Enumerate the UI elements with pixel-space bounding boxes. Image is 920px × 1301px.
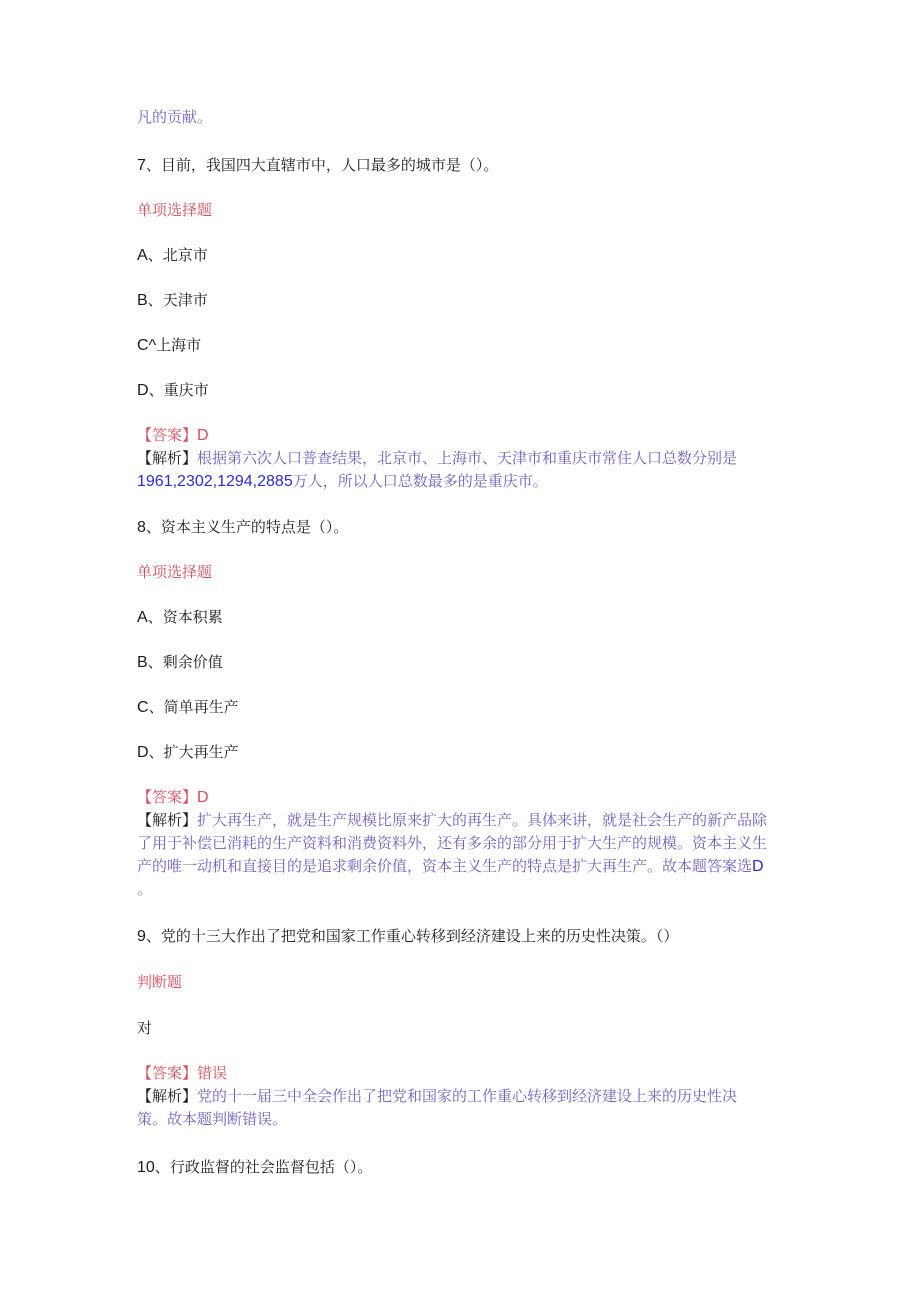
question-text: 目前，我国四大直辖市中，人口最多的城市是（）。: [160, 156, 499, 174]
option-text: 上海市: [156, 336, 202, 354]
question-text: 党的十三大作出了把党和国家工作重心转移到经济建设上来的历史性决策。（）: [160, 927, 679, 945]
option-separator: 、: [147, 291, 163, 309]
option-letter: A: [137, 609, 148, 626]
option-letter: A: [137, 247, 148, 264]
question-9-answer: [137, 1062, 227, 1084]
question-8-analysis-line-1: [137, 809, 767, 831]
question-8-analysis-line-2: 了用于补偿已消耗的生产资料和消费资料外，还有多余的部分用于扩大生产的规模。资本主义生: [137, 834, 768, 852]
analysis-label: 【解析】: [137, 1087, 198, 1105]
question-separator: 、: [145, 518, 161, 536]
question-number: 9: [137, 928, 146, 945]
question-10-stem: [137, 1156, 372, 1179]
question-8-option-c: [137, 696, 239, 719]
question-7-answer: [137, 424, 209, 447]
question-9-choice: 对: [137, 1019, 153, 1037]
question-9-analysis-line-1: [137, 1085, 737, 1107]
question-7-analysis-line-1: [137, 447, 737, 469]
option-text: 北京市: [162, 246, 208, 264]
question-number: 7: [137, 157, 146, 174]
question-number: 8: [137, 519, 146, 536]
option-separator: ^: [148, 337, 157, 354]
option-text: 扩大再生产: [163, 743, 239, 761]
question-7-option-a: [137, 244, 208, 267]
answer-label: 【答案】: [137, 788, 198, 806]
answer-label: 【答案】: [137, 1064, 198, 1082]
analysis-numbers: 1961,2302,1294,2885: [137, 473, 293, 490]
question-7-stem: [137, 154, 498, 177]
answer-label: 【答案】: [137, 426, 198, 444]
question-8-option-a: [137, 606, 223, 629]
option-separator: 、: [148, 698, 164, 716]
question-number: 10: [137, 1159, 155, 1176]
option-letter: D: [137, 382, 149, 399]
option-letter: B: [137, 654, 148, 671]
answer-value: D: [197, 789, 209, 806]
question-9-stem: [137, 925, 678, 948]
option-text: 简单再生产: [163, 698, 239, 716]
option-letter: B: [137, 292, 148, 309]
option-text: 天津市: [162, 291, 208, 309]
question-text: 资本主义生产的特点是（）。: [160, 518, 349, 536]
option-text: 剩余价值: [162, 653, 223, 671]
option-separator: 、: [148, 381, 164, 399]
question-8-option-b: [137, 651, 223, 674]
question-8-answer: [137, 786, 209, 809]
question-8-analysis-line-3: [137, 855, 764, 878]
option-text: 资本积累: [162, 608, 223, 626]
question-8-type: 单项选择题: [137, 563, 213, 581]
answer-value: 错误: [197, 1064, 228, 1082]
option-separator: 、: [147, 246, 163, 264]
question-7-type: 单项选择题: [137, 201, 213, 219]
question-7-option-c: [137, 334, 201, 357]
option-letter: C: [137, 337, 149, 354]
option-separator: 、: [148, 743, 164, 761]
analysis-text: 扩大再生产，就是生产规模比原来扩大的再生产。具体来讲，就是社会生产的新产品除: [197, 811, 768, 829]
option-separator: 、: [147, 608, 163, 626]
intro-tail-text: 凡的贡献。: [137, 108, 213, 126]
question-text: 行政监督的社会监督包括（）。: [169, 1158, 373, 1176]
option-letter: D: [137, 744, 149, 761]
question-9-analysis-line-2: 策。故本题判断错误。: [137, 1110, 288, 1128]
analysis-text: 根据第六次人口普查结果，北京市、上海市、天津市和重庆市常住人口总数分别是: [197, 449, 738, 467]
analysis-label: 【解析】: [137, 811, 198, 829]
analysis-text: 万人，所以人口总数最多的是重庆市。: [292, 472, 548, 490]
question-separator: 、: [145, 927, 161, 945]
option-text: 重庆市: [163, 381, 209, 399]
answer-value: D: [197, 427, 209, 444]
question-9-type: 判断题: [137, 973, 183, 991]
question-separator: 、: [154, 1158, 170, 1176]
option-separator: 、: [147, 653, 163, 671]
analysis-text: 产的唯一动机和直接目的是追求剩余价值，资本主义生产的特点是扩大再生产。故本题答案选: [137, 857, 753, 875]
question-separator: 、: [145, 156, 161, 174]
analysis-label: 【解析】: [137, 449, 198, 467]
question-7-option-b: [137, 289, 208, 312]
question-8-stem: [137, 516, 348, 539]
question-7-analysis-line-2: [137, 470, 548, 493]
question-7-option-d: [137, 379, 209, 402]
analysis-text: 党的十一届三中全会作出了把党和国家的工作重心转移到经济建设上来的历史性决: [197, 1087, 738, 1105]
analysis-answer-letter: D: [752, 858, 764, 875]
question-8-option-d: [137, 741, 239, 764]
option-letter: C: [137, 699, 149, 716]
question-8-analysis-line-4: 。: [137, 880, 153, 898]
